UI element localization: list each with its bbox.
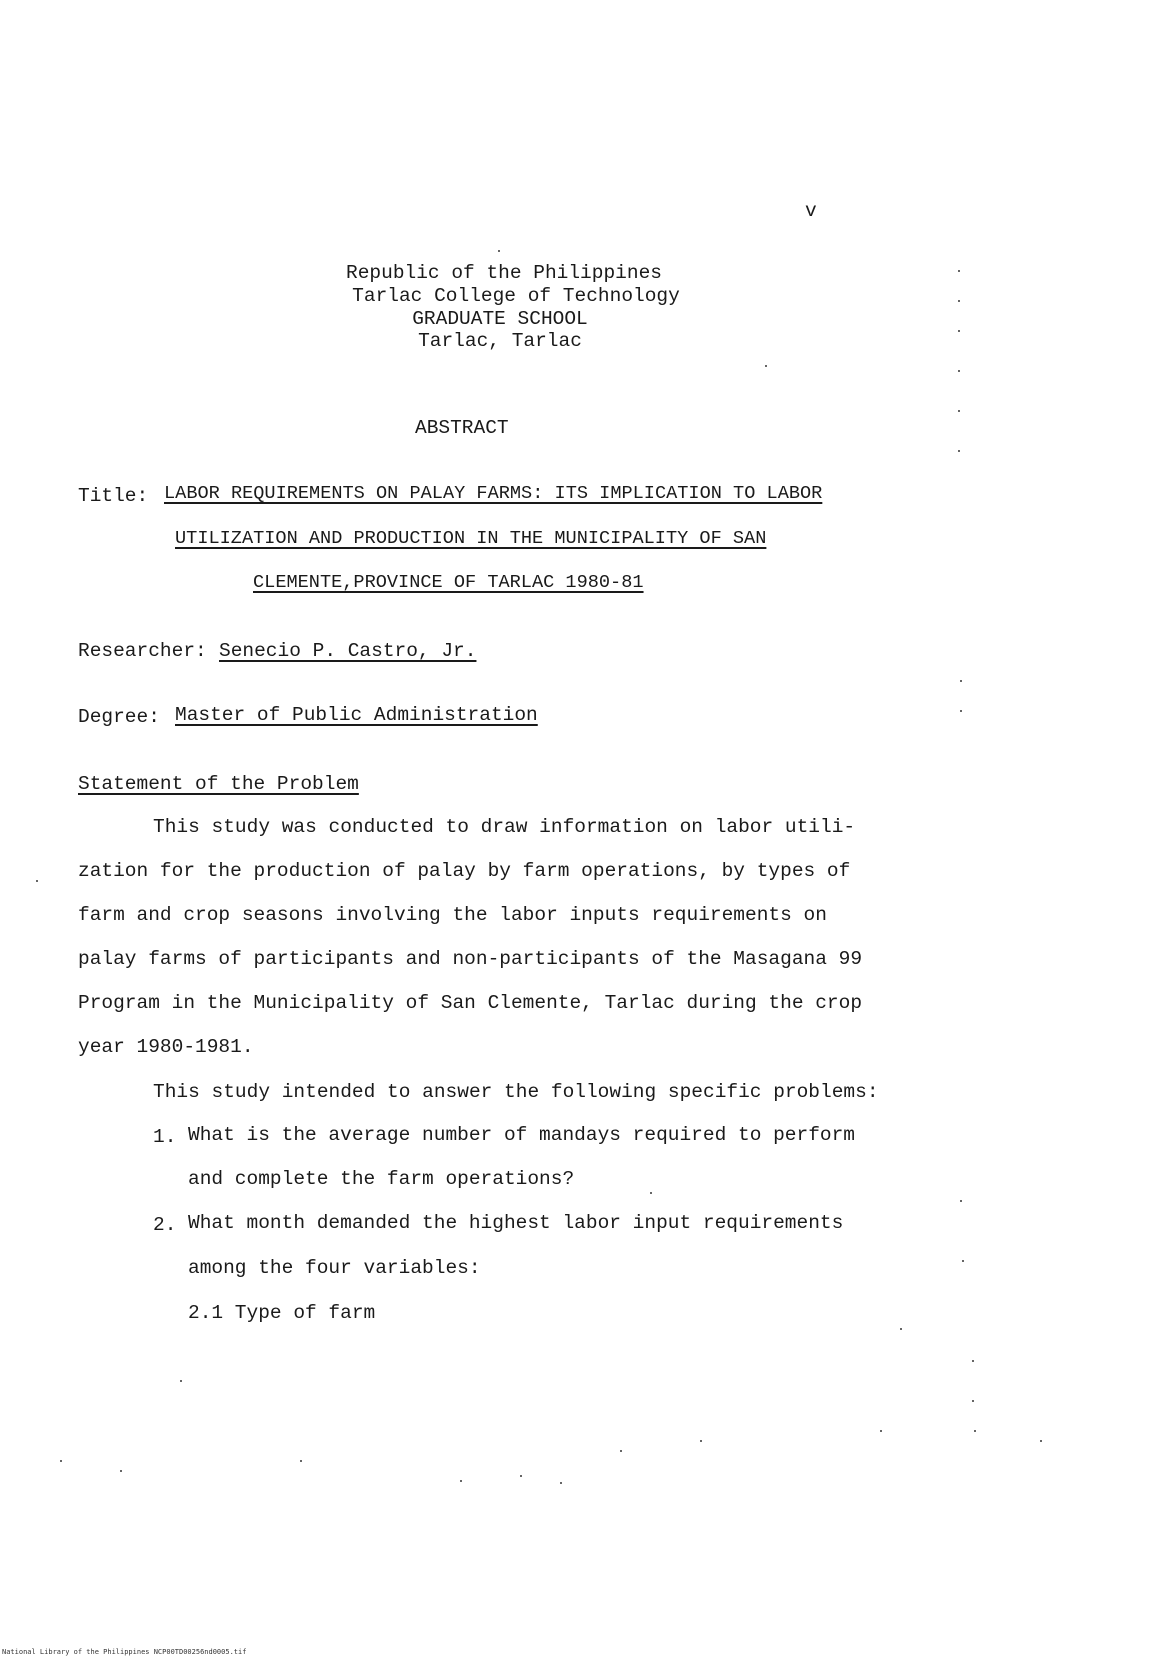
paragraph-line: year 1980-1981. [78,1036,254,1058]
paragraph-line: farm and crop seasons involving the labor inputs requirements on [78,904,827,926]
page-number: v [805,200,817,222]
degree-label: Degree: [78,706,160,728]
header-line-1: Republic of the Philippines [346,262,662,284]
paragraph-line: palay farms of participants and non-participants of the Masagana 99 [78,948,863,970]
problem-text: What month demanded the highest labor input requirements [188,1212,844,1234]
problem-text: and complete the farm operations? [188,1168,575,1190]
problem-text: among the four variables: [188,1257,481,1279]
paragraph-line: Program in the Municipality of San Clemente, Tarlac during the crop [78,992,863,1014]
header-line-3: GRADUATE SCHOOL [412,308,588,330]
section-heading: Statement of the Problem [78,773,359,795]
title-label: Title: [78,485,149,507]
header-line-2: Tarlac College of Technology [352,285,680,307]
problems-intro: This study intended to answer the following specific problems: [153,1081,879,1103]
problem-text: What is the average number of mandays required to perform [188,1124,856,1146]
subitem: 2.1 Type of farm [188,1302,376,1324]
paragraph-line: This study was conducted to draw information on labor utili- [153,816,856,838]
problem-number: 1. [153,1126,177,1148]
header-line-4: Tarlac, Tarlac [418,330,582,352]
title-line-3: CLEMENTE,PROVINCE OF TARLAC 1980-81 [253,572,644,593]
problem-number: 2. [153,1214,177,1236]
title-line-2: UTILIZATION AND PRODUCTION IN THE MUNICIPALITY OF SAN [175,528,767,549]
degree-value: Master of Public Administration [175,704,538,726]
scan-footer: National Library of the Philippines NCP00TD00256nd0005.tif [2,1648,247,1656]
researcher-name: Senecio P. Castro, Jr. [219,640,477,662]
paragraph-line: zation for the production of palay by farm operations, by types of [78,860,851,882]
title-line-1: LABOR REQUIREMENTS ON PALAY FARMS: ITS IMPLICATION TO LABOR [164,483,823,504]
abstract-heading: ABSTRACT [415,417,509,439]
researcher-label: Researcher: [78,640,207,662]
